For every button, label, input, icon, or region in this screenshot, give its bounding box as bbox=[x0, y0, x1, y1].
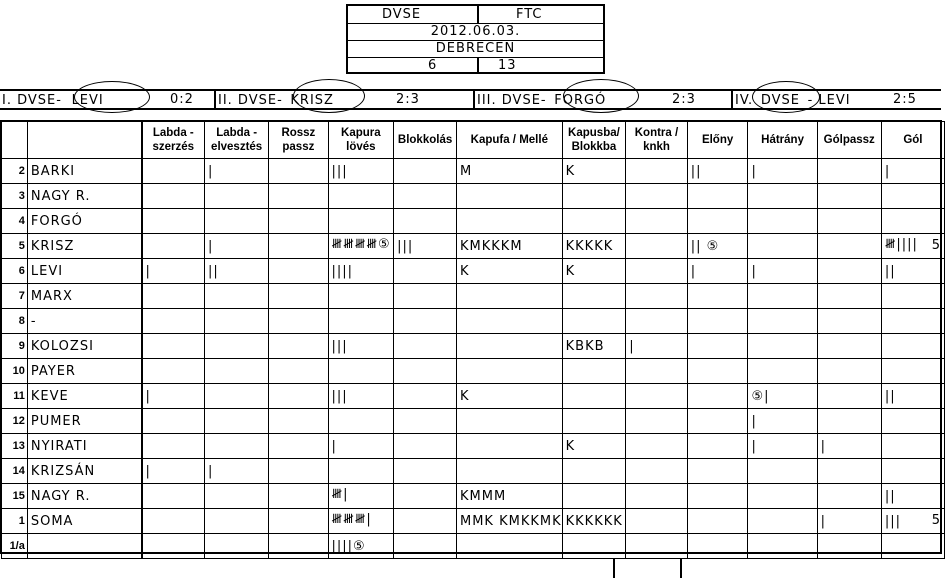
table-row bbox=[2, 259, 945, 284]
stat-cell bbox=[269, 334, 328, 359]
stat-cell bbox=[457, 284, 563, 309]
stat-cell bbox=[817, 159, 881, 184]
stat-cell bbox=[394, 284, 457, 309]
table-row bbox=[2, 209, 945, 234]
stat-cell bbox=[269, 484, 328, 509]
player-number: 10 bbox=[2, 359, 28, 384]
player-name: KRIZSÁN bbox=[27, 459, 141, 484]
teams-row bbox=[348, 6, 603, 24]
player-name: NAGY R. bbox=[27, 484, 141, 509]
stat-cell bbox=[687, 334, 748, 359]
period-4-circle bbox=[752, 81, 820, 113]
stat-cell: || bbox=[687, 159, 748, 184]
table-row bbox=[2, 184, 945, 209]
stat-cell bbox=[748, 184, 817, 209]
stat-cell bbox=[328, 309, 394, 334]
stat-cell bbox=[328, 459, 394, 484]
stat-cell bbox=[142, 434, 205, 459]
stat-cell bbox=[562, 309, 626, 334]
stat-cell: K bbox=[457, 384, 563, 409]
stat-cell bbox=[562, 284, 626, 309]
period-3-circle bbox=[563, 79, 639, 113]
stat-cell bbox=[748, 209, 817, 234]
period-2-score: 2:3 bbox=[396, 92, 420, 107]
stat-cell bbox=[457, 459, 563, 484]
stat-cell bbox=[394, 359, 457, 384]
stat-cell bbox=[817, 234, 881, 259]
stat-cell bbox=[205, 434, 269, 459]
stat-cell bbox=[394, 159, 457, 184]
stat-cell: | bbox=[748, 434, 817, 459]
stat-cell bbox=[269, 284, 328, 309]
table-row bbox=[2, 284, 945, 309]
stat-cell bbox=[142, 284, 205, 309]
stat-cell: KKKKK bbox=[562, 234, 626, 259]
player-number: 8 bbox=[2, 309, 28, 334]
table-row bbox=[2, 359, 945, 384]
stat-cell bbox=[269, 234, 328, 259]
stat-cell bbox=[457, 409, 563, 434]
stat-cell bbox=[881, 309, 944, 334]
stat-cell bbox=[328, 359, 394, 384]
stat-cell bbox=[394, 209, 457, 234]
player-number: 3 bbox=[2, 184, 28, 209]
stat-cell bbox=[562, 209, 626, 234]
period-2-circle bbox=[293, 79, 365, 113]
stat-cell bbox=[748, 359, 817, 384]
stat-cell bbox=[626, 434, 687, 459]
stat-cell bbox=[562, 459, 626, 484]
period-4-player: - LEVI bbox=[807, 93, 851, 108]
stat-cell bbox=[562, 534, 626, 559]
score-row bbox=[348, 57, 603, 74]
goal-tally: ||| bbox=[884, 513, 901, 529]
away-team: FTC bbox=[516, 7, 543, 22]
stat-cell bbox=[269, 359, 328, 384]
stat-cell: K bbox=[562, 434, 626, 459]
stat-cell: | bbox=[626, 334, 687, 359]
player-name: KOLOZSI bbox=[27, 334, 141, 359]
goal-tally: || bbox=[884, 488, 896, 504]
table-row bbox=[2, 509, 945, 534]
stat-cell bbox=[881, 434, 944, 459]
period-1-player: LEVI bbox=[71, 93, 104, 108]
table-row bbox=[2, 459, 945, 484]
stat-cell bbox=[817, 384, 881, 409]
goal-tally: || bbox=[884, 263, 896, 279]
stat-cell bbox=[687, 509, 748, 534]
player-number: 15 bbox=[2, 484, 28, 509]
player-number: 1 bbox=[2, 509, 28, 534]
stat-cell bbox=[817, 184, 881, 209]
player-number: 6 bbox=[2, 259, 28, 284]
player-name: PUMER bbox=[27, 409, 141, 434]
column-header-6: Blokkolás bbox=[394, 122, 457, 159]
stat-cell: K bbox=[562, 259, 626, 284]
goal-tally: 𝍸|||| bbox=[884, 237, 918, 252]
stat-cell bbox=[817, 284, 881, 309]
stat-cell: ⑤| bbox=[748, 384, 817, 409]
player-number: 9 bbox=[2, 334, 28, 359]
stat-cell bbox=[142, 309, 205, 334]
bottom-mark-2 bbox=[680, 558, 682, 578]
stat-cell bbox=[269, 384, 328, 409]
stat-cell bbox=[205, 384, 269, 409]
stat-cell: | bbox=[748, 409, 817, 434]
column-header-4: Rossz passz bbox=[269, 122, 328, 159]
player-name bbox=[27, 534, 141, 559]
player-number: 5 bbox=[2, 234, 28, 259]
player-name: LEVI bbox=[27, 259, 141, 284]
table-row bbox=[2, 534, 945, 559]
stat-cell bbox=[457, 309, 563, 334]
stat-cell bbox=[457, 359, 563, 384]
stat-cell bbox=[142, 484, 205, 509]
stat-cell bbox=[817, 484, 881, 509]
stat-cell: | bbox=[205, 234, 269, 259]
stat-cell bbox=[269, 159, 328, 184]
player-number: 13 bbox=[2, 434, 28, 459]
player-name: KEVE bbox=[27, 384, 141, 409]
period-4-score: 2:5 bbox=[893, 92, 917, 107]
stat-cell: | bbox=[205, 159, 269, 184]
period-4-label: IV. bbox=[735, 93, 754, 108]
stat-cell: | bbox=[142, 384, 205, 409]
stat-cell bbox=[562, 409, 626, 434]
stat-cell bbox=[394, 459, 457, 484]
stat-cell bbox=[269, 459, 328, 484]
stat-cell bbox=[687, 459, 748, 484]
period-2-player: KRISZ bbox=[290, 93, 334, 108]
player-name: - bbox=[27, 309, 141, 334]
stat-cell bbox=[457, 434, 563, 459]
stat-cell: | bbox=[142, 459, 205, 484]
stat-cell bbox=[205, 534, 269, 559]
player-name: NYIRATI bbox=[27, 434, 141, 459]
stat-cell bbox=[269, 409, 328, 434]
stat-cell bbox=[881, 259, 944, 284]
column-header-1 bbox=[27, 122, 141, 159]
stat-cell bbox=[748, 284, 817, 309]
stat-cell bbox=[748, 509, 817, 534]
stat-cell: KKKKKK bbox=[562, 509, 626, 534]
stat-cell bbox=[881, 359, 944, 384]
stat-cell bbox=[881, 334, 944, 359]
stat-cell bbox=[881, 234, 944, 259]
player-name: KRISZ bbox=[27, 234, 141, 259]
stat-cell bbox=[881, 209, 944, 234]
player-number: 11 bbox=[2, 384, 28, 409]
stat-cell bbox=[626, 534, 687, 559]
stat-cell bbox=[269, 309, 328, 334]
player-number: 12 bbox=[2, 409, 28, 434]
column-header-10: Előny bbox=[687, 122, 748, 159]
stat-cell bbox=[881, 484, 944, 509]
stat-cell: | bbox=[817, 434, 881, 459]
player-stats-table bbox=[1, 121, 945, 559]
stat-cell bbox=[394, 259, 457, 284]
stat-cell bbox=[269, 209, 328, 234]
stat-cell bbox=[328, 284, 394, 309]
stat-cell bbox=[562, 484, 626, 509]
stat-cell: 𝍸| bbox=[328, 484, 394, 509]
stat-cell bbox=[881, 409, 944, 434]
stat-cell bbox=[687, 184, 748, 209]
stat-cell bbox=[817, 334, 881, 359]
goal-count: 5 bbox=[931, 238, 941, 253]
column-header-5: Kapura lövés bbox=[328, 122, 394, 159]
stat-cell bbox=[205, 309, 269, 334]
stat-cell bbox=[142, 159, 205, 184]
bottom-mark-1 bbox=[613, 558, 615, 578]
stat-cell bbox=[205, 209, 269, 234]
stat-cell bbox=[626, 509, 687, 534]
stat-cell bbox=[687, 209, 748, 234]
player-name: PAYER bbox=[27, 359, 141, 384]
player-name: MARX bbox=[27, 284, 141, 309]
stat-cell bbox=[142, 209, 205, 234]
goal-tally: || bbox=[884, 388, 896, 404]
table-row bbox=[2, 434, 945, 459]
stat-cell bbox=[687, 309, 748, 334]
period-3-player: FORGÓ bbox=[554, 93, 607, 108]
player-number: 7 bbox=[2, 284, 28, 309]
column-header-3: Labda - elvesztés bbox=[205, 122, 269, 159]
stat-cell bbox=[328, 209, 394, 234]
table-header-row bbox=[2, 122, 945, 159]
stat-cell: | bbox=[142, 259, 205, 284]
stat-cell: ||| bbox=[328, 159, 394, 184]
stat-cell bbox=[328, 184, 394, 209]
stat-cell: || bbox=[205, 259, 269, 284]
stat-cell: || ⑤ bbox=[687, 234, 748, 259]
period-1-label: I. DVSE- bbox=[2, 93, 62, 108]
stat-cell bbox=[142, 359, 205, 384]
stat-cell bbox=[626, 484, 687, 509]
column-header-0 bbox=[2, 122, 28, 159]
stat-cell bbox=[687, 359, 748, 384]
period-1-circle bbox=[71, 81, 150, 113]
stat-cell bbox=[394, 534, 457, 559]
stat-cell bbox=[687, 384, 748, 409]
stat-cell bbox=[394, 184, 457, 209]
stat-cell bbox=[205, 334, 269, 359]
player-number: 2 bbox=[2, 159, 28, 184]
column-header-8: Kapusba/ Blokkba bbox=[562, 122, 626, 159]
stat-cell bbox=[142, 334, 205, 359]
stat-cell bbox=[881, 384, 944, 409]
stat-cell bbox=[881, 459, 944, 484]
stat-cell bbox=[817, 534, 881, 559]
stat-cell: | bbox=[687, 259, 748, 284]
table-row bbox=[2, 334, 945, 359]
stat-cell bbox=[687, 409, 748, 434]
goal-count: 5 bbox=[931, 513, 941, 528]
stat-cell: | bbox=[748, 259, 817, 284]
stat-cell: |||| bbox=[328, 259, 394, 284]
stat-cell: MMK KMKKMK bbox=[457, 509, 563, 534]
stat-cell bbox=[748, 234, 817, 259]
stat-cell bbox=[562, 384, 626, 409]
stat-cell: 𝍸𝍸𝍸| bbox=[328, 509, 394, 534]
stat-cell bbox=[562, 184, 626, 209]
stat-cell bbox=[748, 334, 817, 359]
stat-cell bbox=[457, 184, 563, 209]
stat-cell bbox=[394, 484, 457, 509]
stat-cell bbox=[626, 359, 687, 384]
stat-cell: | bbox=[328, 434, 394, 459]
stat-cell: KBKB bbox=[562, 334, 626, 359]
home-score: 6 bbox=[428, 58, 438, 73]
stat-cell bbox=[626, 234, 687, 259]
stat-cell bbox=[687, 284, 748, 309]
stat-cell bbox=[626, 459, 687, 484]
stat-cell: K bbox=[457, 259, 563, 284]
stat-cell: | bbox=[817, 509, 881, 534]
column-header-7: Kapufa / Mellé bbox=[457, 122, 563, 159]
stat-cell bbox=[269, 259, 328, 284]
player-name: NAGY R. bbox=[27, 184, 141, 209]
stat-cell bbox=[881, 284, 944, 309]
away-score: 13 bbox=[498, 58, 517, 73]
stat-cell: ||||⑤ bbox=[328, 534, 394, 559]
player-name: SOMA bbox=[27, 509, 141, 534]
period-4-team: DVSE bbox=[760, 93, 800, 108]
stat-cell bbox=[142, 509, 205, 534]
stat-cell bbox=[817, 259, 881, 284]
stat-cell bbox=[328, 409, 394, 434]
stat-cell bbox=[626, 184, 687, 209]
column-header-11: Hátrány bbox=[748, 122, 817, 159]
player-number: 4 bbox=[2, 209, 28, 234]
period-strip bbox=[0, 89, 941, 110]
stat-cell: ||| bbox=[328, 334, 394, 359]
stat-cell bbox=[817, 459, 881, 484]
stat-cell bbox=[394, 409, 457, 434]
player-number: 1/a bbox=[2, 534, 28, 559]
stat-cell bbox=[142, 534, 205, 559]
stat-cell bbox=[817, 309, 881, 334]
period-1-score: 0:2 bbox=[170, 92, 194, 107]
stat-cell bbox=[687, 484, 748, 509]
stat-cell bbox=[687, 534, 748, 559]
stat-cell bbox=[457, 534, 563, 559]
stat-cell bbox=[142, 234, 205, 259]
stat-cell bbox=[394, 384, 457, 409]
column-header-2: Labda - szerzés bbox=[142, 122, 205, 159]
table-row bbox=[2, 234, 945, 259]
column-header-13: Gól bbox=[881, 122, 944, 159]
player-name: FORGÓ bbox=[27, 209, 141, 234]
stat-cell: | bbox=[748, 159, 817, 184]
table-row bbox=[2, 309, 945, 334]
stat-cell bbox=[817, 359, 881, 384]
stat-cell bbox=[205, 184, 269, 209]
stat-cell bbox=[817, 409, 881, 434]
stat-cell bbox=[394, 434, 457, 459]
stat-cell: M bbox=[457, 159, 563, 184]
stat-cell bbox=[394, 309, 457, 334]
match-info-box bbox=[346, 4, 605, 74]
table-row bbox=[2, 159, 945, 184]
stat-cell bbox=[457, 334, 563, 359]
stat-cell bbox=[562, 359, 626, 384]
stat-cell bbox=[748, 309, 817, 334]
stat-cell: KMKKKM bbox=[457, 234, 563, 259]
stat-cell bbox=[394, 334, 457, 359]
player-number: 14 bbox=[2, 459, 28, 484]
stat-cell bbox=[748, 534, 817, 559]
stat-cell bbox=[269, 434, 328, 459]
goal-tally: | bbox=[884, 163, 891, 179]
stat-cell bbox=[457, 209, 563, 234]
match-date: 2012.06.03. bbox=[348, 23, 603, 41]
stat-cell: KMMM bbox=[457, 484, 563, 509]
stat-cell: | bbox=[205, 459, 269, 484]
column-header-9: Kontra / knkh bbox=[626, 122, 687, 159]
stat-cell bbox=[205, 484, 269, 509]
player-name: BARKI bbox=[27, 159, 141, 184]
table-row bbox=[2, 484, 945, 509]
stat-cell bbox=[142, 409, 205, 434]
table-row bbox=[2, 384, 945, 409]
stat-cell bbox=[205, 509, 269, 534]
stat-cell bbox=[817, 209, 881, 234]
column-header-12: Gólpassz bbox=[817, 122, 881, 159]
period-3-label: III. DVSE- bbox=[477, 93, 547, 108]
stat-cell: 𝍸𝍸𝍸𝍸⑤ bbox=[328, 234, 394, 259]
stat-cell bbox=[205, 409, 269, 434]
home-team: DVSE bbox=[382, 7, 422, 22]
stat-cell bbox=[881, 184, 944, 209]
stat-cell bbox=[626, 209, 687, 234]
stat-cell bbox=[269, 509, 328, 534]
stat-cell bbox=[626, 309, 687, 334]
stat-cell bbox=[142, 184, 205, 209]
stat-cell bbox=[881, 159, 944, 184]
table-row bbox=[2, 409, 945, 434]
stat-cell bbox=[626, 284, 687, 309]
stat-cell bbox=[626, 384, 687, 409]
stat-cell bbox=[626, 159, 687, 184]
period-3-score: 2:3 bbox=[672, 92, 696, 107]
stat-cell bbox=[626, 259, 687, 284]
stat-cell bbox=[881, 534, 944, 559]
stat-cell: ||| bbox=[328, 384, 394, 409]
stat-cell bbox=[626, 409, 687, 434]
stat-cell bbox=[205, 284, 269, 309]
stat-cell bbox=[269, 184, 328, 209]
period-2-label: II. DVSE- bbox=[218, 93, 283, 108]
match-venue: DEBRECEN bbox=[348, 40, 603, 58]
stat-cell bbox=[394, 509, 457, 534]
stat-cell bbox=[881, 509, 944, 534]
stat-cell: ||| bbox=[394, 234, 457, 259]
stat-cell: K bbox=[562, 159, 626, 184]
stat-cell bbox=[687, 434, 748, 459]
stat-cell bbox=[205, 359, 269, 384]
stat-cell bbox=[269, 534, 328, 559]
stat-cell bbox=[748, 484, 817, 509]
stat-cell bbox=[748, 459, 817, 484]
